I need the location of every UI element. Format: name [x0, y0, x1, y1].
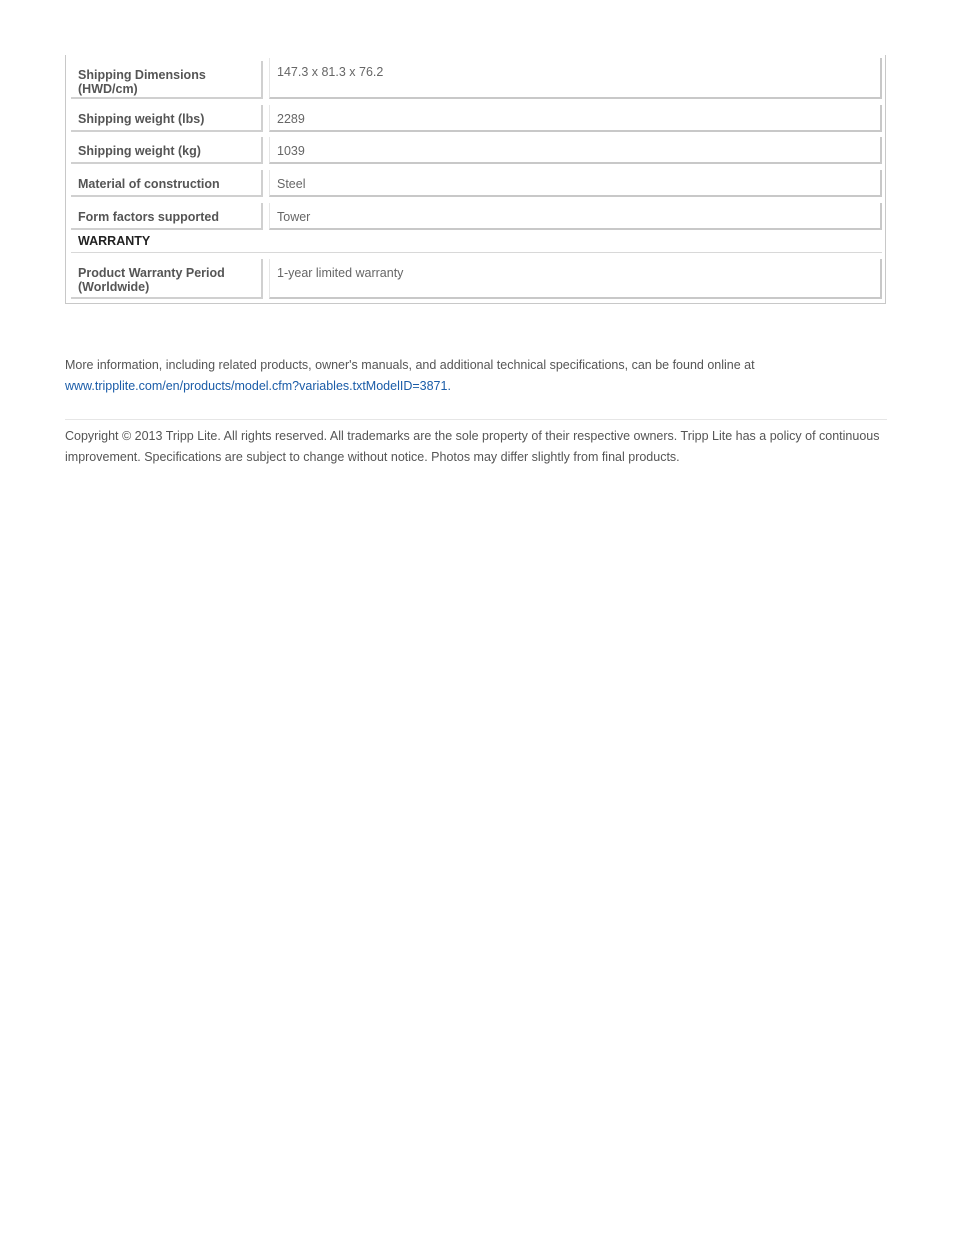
spec-table [65, 55, 886, 304]
spec-value-form-factors: Tower [269, 203, 882, 230]
spec-value-material: Steel [269, 170, 882, 197]
product-page-link[interactable]: www.tripplite.com/en/products/model.cfm?variables.txtModelID=3871 [65, 379, 448, 393]
more-info-period: . [447, 379, 451, 393]
spec-value-shipping-weight-kg: 1039 [269, 137, 882, 164]
spec-label-material: Material of construction [71, 170, 263, 197]
more-info-text: More information, including related products, owner's manuals, and additional technical specifications, can be found online at [65, 358, 755, 372]
spec-value-warranty-period: 1-year limited warranty [269, 259, 882, 299]
spec-label-shipping-weight-kg: Shipping weight (kg) [71, 137, 263, 164]
spec-value-shipping-dimensions: 147.3 x 81.3 x 76.2 [269, 58, 882, 99]
spec-label-form-factors: Form factors supported [71, 203, 263, 230]
copyright-notice: Copyright © 2013 Tripp Lite. All rights reserved. All trademarks are the sole property of their respective owners. Tripp Lite has a policy of continuous improvement. Specifications are subject to change without notice. Photos may differ slightly from final products. [65, 429, 880, 464]
spec-label-warranty-period: Product Warranty Period (Worldwide) [71, 259, 263, 299]
footer-divider [65, 419, 887, 420]
spec-value-shipping-weight-lbs: 2289 [269, 105, 882, 132]
section-heading-warranty: WARRANTY [71, 229, 882, 253]
spec-label-shipping-dimensions: Shipping Dimensions (HWD/cm) [71, 61, 263, 99]
spec-label-shipping-weight-lbs: Shipping weight (lbs) [71, 105, 263, 132]
more-info-paragraph [65, 355, 895, 397]
